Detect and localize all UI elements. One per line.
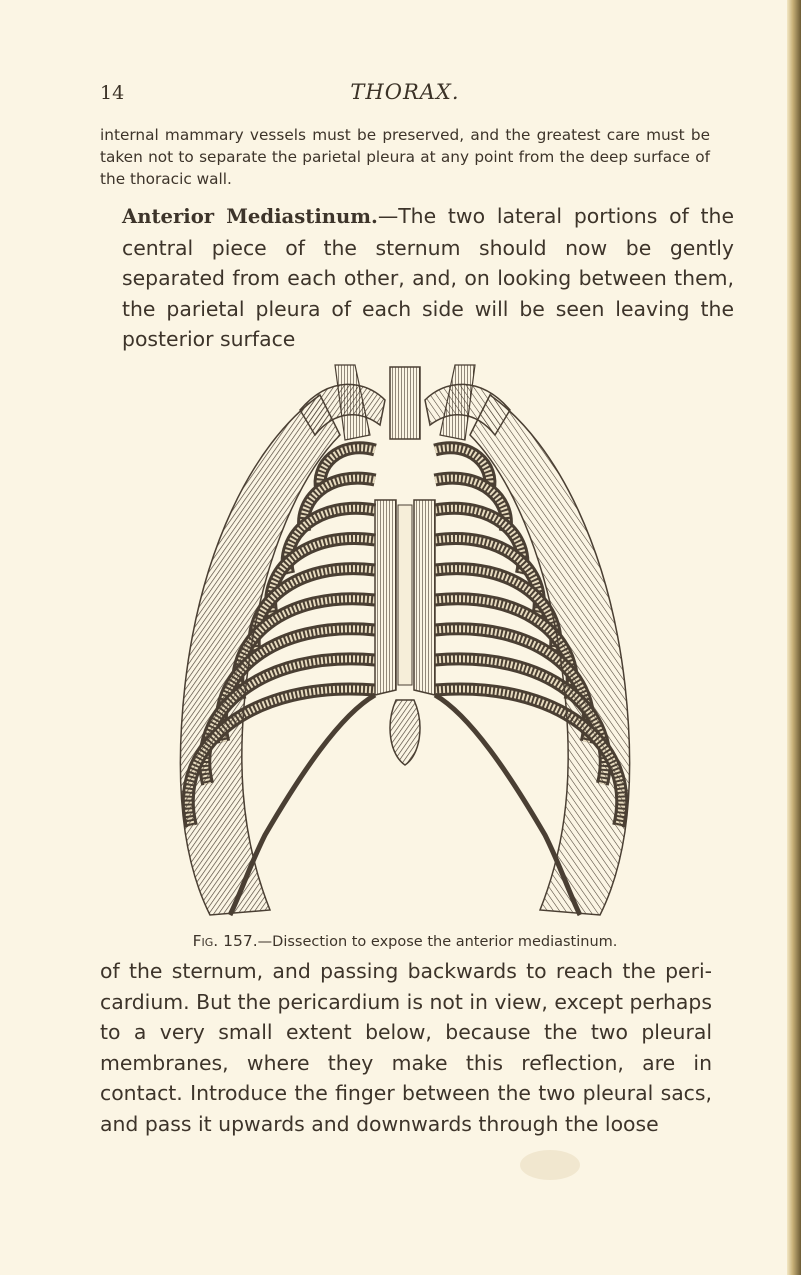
trachea: [390, 367, 420, 439]
paragraph-text: —The two lateral portions of the central piece of the sternum should now be gently separated from each other, and, on looking between them, the parietal pleura of each side will be seen leaving the posterior surface: [122, 204, 734, 351]
paragraph-small-print: internal mammary vessels must be preserved, and the greatest care must be taken not to separate the parietal pleura at any point from the deep surface of the thoracic wall.: [100, 126, 710, 188]
sternum-right-half: [414, 500, 435, 695]
paragraph-continued: of the sternum, and passing backwards to reach the peri-cardium. But the pericardium is not in view, except perhaps to a very small extent below, because the two pleural membranes, where they make this reflection, are in contact. Introduce the finger between the two pleural sacs, and pass it upwards and downwards through the loose: [100, 959, 712, 1136]
paper-stain: [520, 1150, 580, 1180]
xiphoid-process: [390, 700, 420, 765]
page-edge: [787, 0, 801, 1275]
section-heading: Anterior Mediastinum.: [122, 205, 378, 228]
page-header: [100, 78, 710, 108]
figure-label: Fig. 157.: [192, 932, 258, 950]
thorax-illustration: [170, 355, 640, 920]
paragraph-anterior-mediastinum: [100, 201, 734, 355]
figure-thorax-engraving: [170, 355, 640, 920]
sternum-left-half: [375, 500, 396, 695]
running-head: THORAX.: [350, 80, 460, 104]
mediastinal-gap: [398, 505, 412, 685]
page-number: 14: [100, 82, 125, 104]
figure-caption: [100, 932, 710, 950]
figure-caption-text: —Dissection to expose the anterior mediastinum.: [257, 934, 618, 950]
